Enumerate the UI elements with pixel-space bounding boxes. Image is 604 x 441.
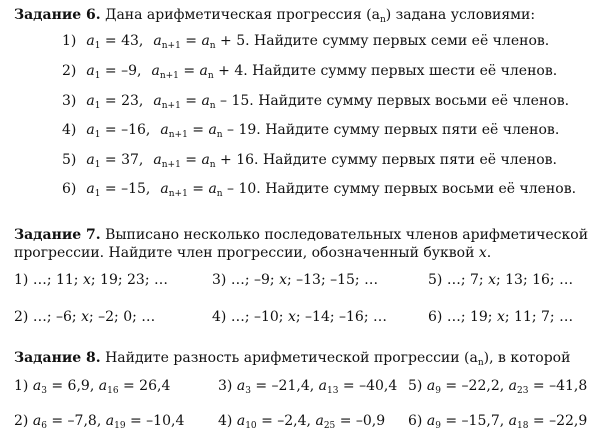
cond-var1: a	[236, 413, 246, 429]
cond-val2: = –10,4	[125, 413, 185, 429]
cond-var2: a	[508, 413, 517, 429]
cond-val2: = –22,9	[528, 413, 588, 429]
task8-condition	[14, 377, 170, 395]
task8-condition	[218, 377, 397, 395]
cond-sub2: 16	[107, 386, 119, 396]
cond-number: 2)	[14, 413, 29, 429]
a1-var: a	[86, 33, 95, 49]
task6-text: Дана арифметическая прогрессия (a	[105, 7, 380, 23]
task7-sequence: 4) …; –10; x; –14; –16; …	[212, 309, 388, 325]
cond-number: 4)	[218, 413, 233, 429]
a1-sub: 1	[94, 160, 101, 170]
cond-sub1: 3	[245, 386, 251, 396]
rec-var: a	[153, 93, 162, 109]
task7-line2: прогрессии. Найдите член прогрессии, обозначенный буквой	[14, 245, 475, 261]
rec-var: a	[151, 63, 160, 79]
unknown-x: x	[488, 272, 496, 288]
rec-eq: = a	[178, 63, 208, 79]
a1-sub: 1	[94, 41, 101, 51]
a1-value: = 43,	[100, 33, 144, 49]
a1-var: a	[86, 181, 95, 197]
rec-sub: n+1	[161, 101, 181, 111]
cond-sub2: 23	[517, 386, 529, 396]
rec-var: a	[153, 152, 162, 168]
cond-sub2: 18	[517, 421, 529, 431]
task7-sequence: 1) …; 11; x; 19; 23; …	[14, 272, 169, 288]
cond-val2: = 26,4	[118, 378, 171, 394]
cond-var1: a	[426, 413, 436, 429]
cond-sub2: 19	[114, 421, 126, 431]
item-task: Найдите сумму первых пяти её членов.	[265, 122, 560, 138]
unknown-x: x	[82, 272, 91, 288]
cond-sub2: 25	[323, 421, 336, 431]
item-task: Найдите сумму первых шести её членов.	[252, 63, 558, 79]
unknown-x: x	[279, 272, 287, 288]
cond-number: 1)	[14, 378, 29, 394]
rec-sub2: n	[216, 189, 223, 199]
task7-end: .	[486, 245, 492, 261]
cond-var2: a	[315, 413, 324, 429]
rec-tail: + 4.	[213, 63, 248, 79]
task7-line1: Выписано несколько последовательных членов арифметической	[105, 227, 589, 243]
cond-val1: = 6,9,	[46, 378, 95, 394]
rec-sub2: n	[209, 41, 216, 51]
unknown-x: x	[287, 309, 296, 325]
rec-sub: n+1	[168, 189, 188, 199]
cond-val1: = –15,7,	[440, 413, 505, 429]
rec-tail: – 19.	[222, 122, 261, 138]
unknown-x: x	[496, 309, 505, 325]
a1-value: = –15,	[100, 181, 151, 197]
rec-sub2: n	[207, 71, 214, 81]
cond-var2: a	[318, 378, 327, 394]
task7-sequence: 6) …; 19; x; 11; 7; …	[428, 309, 574, 325]
rec-sub: n+1	[161, 160, 181, 170]
cond-val1: = –2,4,	[256, 413, 311, 429]
a1-sub: 1	[94, 189, 101, 199]
cond-var2: a	[508, 378, 517, 394]
task8-heading	[14, 349, 570, 367]
task7-label: Задание 7.	[14, 227, 101, 243]
cond-var1: a	[426, 378, 436, 394]
item-task: Найдите сумму первых пяти её членов.	[262, 152, 558, 168]
task8-sub: n	[477, 358, 484, 368]
rec-sub: n+1	[159, 71, 179, 81]
rec-eq: = a	[180, 152, 210, 168]
task6-label: Задание 6.	[14, 7, 101, 23]
rec-sub2: n	[209, 101, 216, 111]
a1-var: a	[86, 122, 95, 138]
a1-sub: 1	[94, 71, 101, 81]
rec-tail: + 5.	[215, 33, 250, 49]
rec-eq: = a	[187, 122, 217, 138]
item-task: Найдите сумму первых восьми её членов.	[265, 181, 577, 197]
rec-eq: = a	[180, 33, 210, 49]
rec-var: a	[153, 33, 162, 49]
rec-tail: – 10.	[222, 181, 261, 197]
cond-val1: = –22,2,	[440, 378, 505, 394]
a1-value: = –9,	[100, 63, 142, 79]
cond-var1: a	[32, 378, 42, 394]
a1-sub: 1	[94, 101, 101, 111]
cond-val1: = –7,8,	[46, 413, 102, 429]
cond-var1: a	[32, 413, 42, 429]
task6-item	[62, 92, 569, 110]
task7-var: x	[478, 245, 487, 261]
item-task: Найдите сумму первых восьми её членов.	[258, 93, 570, 109]
rec-eq: = a	[180, 93, 210, 109]
task6-item	[62, 180, 576, 198]
task8-text: Найдите разность арифметической прогрессии (a	[105, 350, 478, 366]
item-number: 3)	[62, 93, 77, 109]
task8-condition	[218, 412, 385, 430]
rec-sub2: n	[209, 160, 216, 170]
rec-tail: + 16.	[215, 152, 259, 168]
task7-heading	[14, 226, 588, 244]
cond-sub1: 9	[435, 421, 441, 431]
task6-sub: n	[379, 15, 386, 25]
item-number: 6)	[62, 181, 77, 197]
task7-sequence: 3) …; –9; x; –13; –15; …	[212, 272, 379, 288]
cond-val1: = –21,4,	[250, 378, 315, 394]
a1-value: = –16,	[100, 122, 151, 138]
rec-sub: n+1	[161, 41, 181, 51]
rec-sub: n+1	[168, 130, 188, 140]
cond-number: 3)	[218, 378, 233, 394]
task6-item	[62, 32, 549, 50]
task8-condition	[14, 412, 184, 430]
cond-sub1: 3	[41, 386, 47, 396]
task7-sequence: 2) …; –6; x; –2; 0; …	[14, 309, 156, 325]
unknown-x: x	[81, 309, 89, 325]
task8-condition	[408, 412, 587, 430]
a1-var: a	[86, 152, 95, 168]
cond-sub1: 10	[245, 421, 257, 431]
task6-item	[62, 62, 557, 80]
cond-val2: = –40,4	[338, 378, 398, 394]
cond-sub1: 9	[435, 386, 441, 396]
cond-number: 5)	[408, 378, 423, 394]
a1-value: = 37,	[100, 152, 144, 168]
cond-var1: a	[236, 378, 246, 394]
rec-var: a	[160, 181, 169, 197]
cond-number: 6)	[408, 413, 423, 429]
cond-var2: a	[98, 378, 108, 394]
cond-val2: = –0,9	[335, 413, 386, 429]
task8-text-end: ), в которой	[483, 350, 571, 366]
a1-value: = 23,	[100, 93, 144, 109]
rec-tail: – 15.	[215, 93, 254, 109]
task7-line2-wrap	[14, 244, 491, 262]
cond-val2: = –41,8	[528, 378, 588, 394]
a1-var: a	[86, 63, 95, 79]
task8-condition	[408, 377, 587, 395]
task6-heading	[14, 6, 535, 24]
task8-label: Задание 8.	[14, 350, 101, 366]
rec-var: a	[160, 122, 169, 138]
item-number: 5)	[62, 152, 77, 168]
item-number: 2)	[62, 63, 77, 79]
rec-sub2: n	[216, 130, 223, 140]
task6-item	[62, 151, 557, 169]
item-number: 1)	[62, 33, 77, 49]
cond-sub1: 6	[41, 421, 47, 431]
a1-var: a	[86, 93, 95, 109]
item-number: 4)	[62, 122, 77, 138]
cond-sub2: 13	[327, 386, 339, 396]
cond-var2: a	[105, 413, 115, 429]
item-task: Найдите сумму первых семи её членов.	[254, 33, 550, 49]
task6-item	[62, 121, 559, 139]
task7-sequence: 5) …; 7; x; 13; 16; …	[428, 272, 574, 288]
a1-sub: 1	[94, 130, 101, 140]
task6-text-end: ) задана условиями:	[385, 7, 536, 23]
rec-eq: = a	[187, 181, 217, 197]
